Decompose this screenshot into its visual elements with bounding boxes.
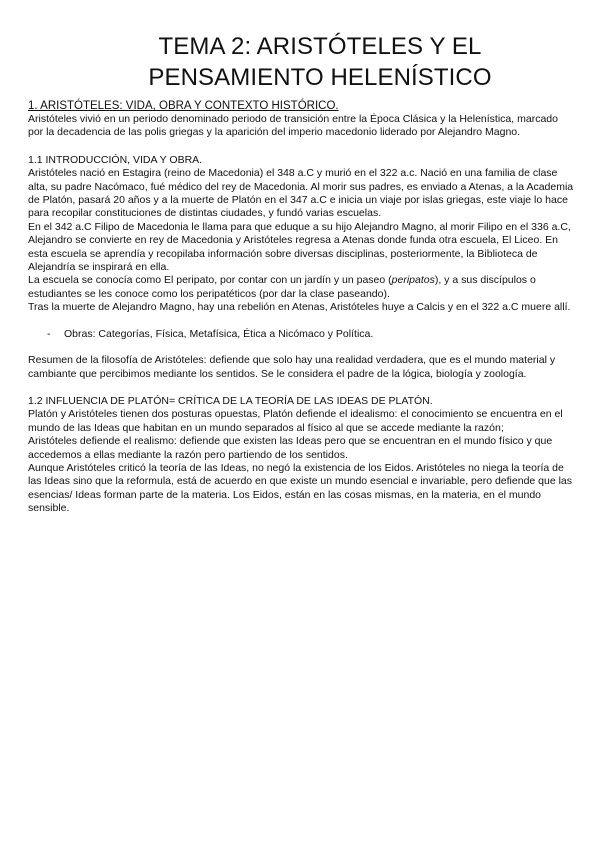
subsection-1-1-heading: 1.1 INTRODUCCIÓN, VIDA Y OBRA. <box>28 153 203 166</box>
biography-paragraph-3 <box>28 274 576 301</box>
biography-paragraph-2: En el 342 a.C Filipo de Macedonia le llama para que eduque a su hijo Alejandro Magno, al morir Filipo en el 336 a.C, Alejandro se convierte en rey de Macedonia y Aristóteles regresa a Atenas donde funda otra escuela, El Liceo. En esta escuela se aprendía y recopilaba información sobre diversas disciplinas, posteriormente, la Biblioteca de Alejandría se inspirará en ella. <box>28 220 571 274</box>
title-line-1: TEMA 2: ARISTÓTELES Y EL <box>158 33 482 60</box>
summary-paragraph: Resumen de la filosofía de Aristóteles: defiende que solo hay una realidad verdadera, que es el mundo material y cambiante que percibimos mediante los sentidos. Se le considera el padre de la lógica, biología y zoología. <box>28 354 556 380</box>
works-list-item <box>28 328 576 341</box>
title-line-2: PENSAMIENTO HELENÍSTICO <box>148 64 492 91</box>
intro-paragraph: Aristóteles vivió en un periodo denominado periodo de transición entre la Época Clásica y la Helenística, marcado por la decadencia de las polis griegas y la aparición del imperio macedonio liderado por Alejandro Magno. <box>28 113 558 139</box>
page-title <box>0 0 580 93</box>
peripato-text-after: ), y a sus discípulos o estudiantes se les conoce como los peripatéticos (por dar la clase paseando). <box>28 274 536 300</box>
peripato-text-before: La escuela se conocía como El peripato, por contar con un jardín y un paseo ( <box>28 274 392 287</box>
biography-paragraph-4: Tras la muerte de Alejandro Magno, hay una rebelión en Atenas, Aristóteles huye a Calcis y en el 322 a.C muere allí. <box>28 301 571 314</box>
works-text: Obras: Categorías, Física, Metafísica, Ética a Nicómaco y Política. <box>64 327 374 340</box>
section-1-heading: 1. ARISTÓTELES: VIDA, OBRA Y CONTEXTO HISTÓRICO. <box>28 100 339 112</box>
bullet-dash: - <box>47 327 51 340</box>
document-body <box>28 99 576 516</box>
plato-influence-paragraph-1: Platón y Aristóteles tienen dos posturas opuestas, Platón defiende el idealismo: el conocimiento se encuentra en el mundo de las Ideas que habitan en un mundo separados al físico al que se accede mediante la razón; <box>28 408 563 434</box>
subsection-1-2-heading: 1.2 INFLUENCIA DE PLATÓN= CRÍTICA DE LA TEORÍA DE LAS IDEAS DE PLATÓN. <box>28 394 433 407</box>
biography-paragraph-1: Aristóteles nació en Estagira (reino de Macedonia) el 348 a.C y murió en el 322 a.c. Nació en una familia de clase alta, su padre Nacómaco, fué médico del rey de Macedonia. Al morir sus padres, es enviado a Atenas, a la Academia de Platón, pasará 20 años y a la muerte de Platón en el 347 a.C e inicia un viaje por islas griegas, este viaje lo hace para recopilar constituciones de distintas ciudades, y fundó varias escuelas. <box>28 167 574 220</box>
plato-influence-paragraph-2: Aristóteles defiende el realismo: defiende que existen las Ideas pero que se encuentran en el mundo físico y que accedemos a ellas mediante la razón pero partiendo de los sentidos. <box>28 435 553 461</box>
plato-influence-paragraph-3: Aunque Aristóteles criticó la teoría de las Ideas, no negó la existencia de los Eidos. Aristóteles no niega la teoría de las Ideas sino que la reformula, está de acuerdo en que existe un mundo esencial e invariable, pero defiende que las esencias/ Ideas forman parte de la materia. Los Eidos, están en las cosas mismas, en la materia, en el mundo sensible. <box>28 461 573 515</box>
peripatos-term: peripatos <box>391 274 435 287</box>
